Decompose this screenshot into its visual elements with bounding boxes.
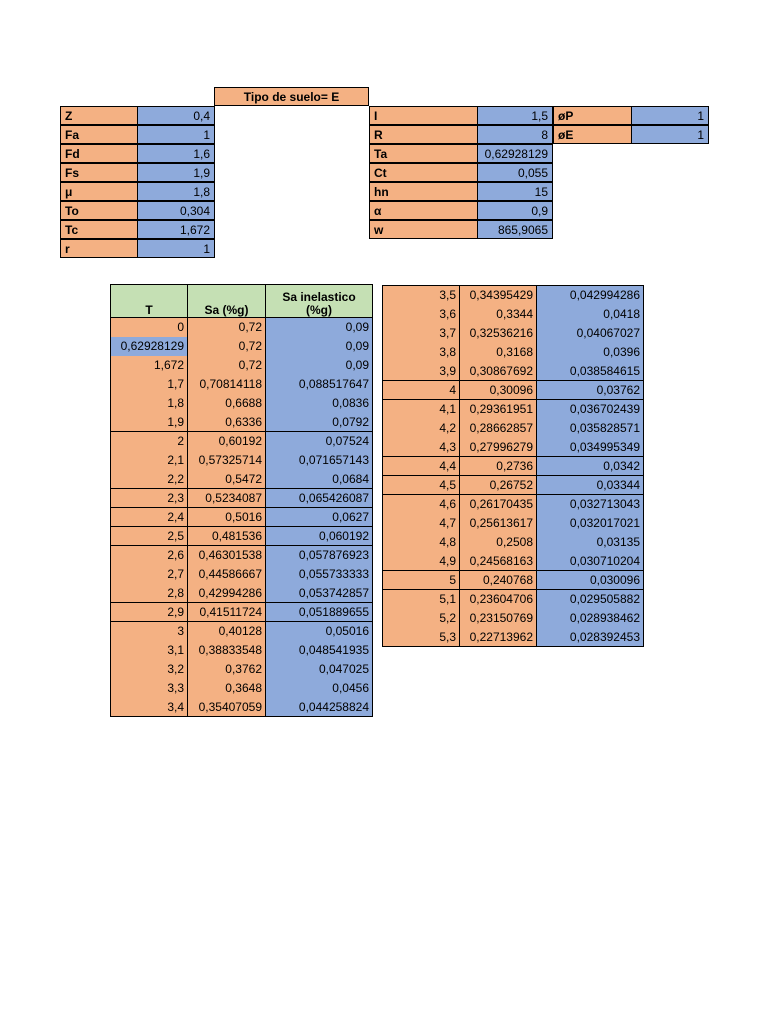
spectrum-row	[383, 628, 644, 647]
sa-cell: 0,27996279	[460, 438, 537, 457]
sa-cell: 0,30096	[460, 381, 537, 400]
sa-cell: 0,23604706	[460, 590, 537, 609]
sa-cell: 0,22713962	[460, 628, 537, 647]
sa-cell: 0,6688	[188, 394, 266, 413]
param-value: 0,62928129	[477, 144, 553, 163]
period-cell: 5,1	[383, 590, 460, 609]
sa-inelastic-cell: 0,036702439	[537, 400, 644, 419]
period-cell: 0	[111, 318, 188, 337]
sa-inelastic-cell: 0,028392453	[537, 628, 644, 647]
sa-cell: 0,3168	[460, 343, 537, 362]
param-label: Fd	[60, 144, 138, 163]
col-header-sa-inelastic: Sa inelastico (%g)	[266, 285, 373, 318]
param-value: 1,9	[137, 163, 215, 182]
spectrum-row	[111, 660, 373, 679]
sa-cell: 0,28662857	[460, 419, 537, 438]
sa-cell: 0,240768	[460, 571, 537, 590]
sa-cell: 0,24568163	[460, 552, 537, 571]
sa-inelastic-cell: 0,042994286	[537, 286, 644, 305]
param-label: Fa	[60, 125, 138, 144]
param-label: Tc	[60, 220, 138, 239]
spectrum-row	[383, 343, 644, 362]
sa-cell: 0,3648	[188, 679, 266, 698]
period-cell: 2,8	[111, 584, 188, 603]
spectrum-row	[383, 324, 644, 343]
period-cell: 3,1	[111, 641, 188, 660]
sa-inelastic-cell: 0,03762	[537, 381, 644, 400]
param-label: Ct	[369, 163, 478, 182]
param-value: 0,9	[477, 201, 553, 220]
sa-cell: 0,5016	[188, 508, 266, 527]
spectrum-row	[111, 508, 373, 527]
period-cell: 4,4	[383, 457, 460, 476]
sa-cell: 0,72	[188, 356, 266, 375]
sa-inelastic-cell: 0,051889655	[266, 603, 373, 622]
param-value: 15	[477, 182, 553, 201]
period-cell: 1,7	[111, 375, 188, 394]
sa-inelastic-cell: 0,0627	[266, 508, 373, 527]
spectrum-row	[111, 527, 373, 546]
param-value: 0,055	[477, 163, 553, 182]
spectrum-row	[111, 413, 373, 432]
sa-cell: 0,26752	[460, 476, 537, 495]
period-cell: 1,8	[111, 394, 188, 413]
spectrum-row	[383, 305, 644, 324]
period-cell: 3,9	[383, 362, 460, 381]
sa-inelastic-cell: 0,048541935	[266, 641, 373, 660]
param-value: 0,304	[137, 201, 215, 220]
period-cell: 4,5	[383, 476, 460, 495]
sa-cell: 0,70814118	[188, 375, 266, 394]
param-value: 1,8	[137, 182, 215, 201]
period-cell: 4,7	[383, 514, 460, 533]
param-value: 1	[137, 239, 215, 258]
period-cell: 1,672	[111, 356, 188, 375]
sa-inelastic-cell: 0,047025	[266, 660, 373, 679]
spectrum-row	[111, 698, 373, 717]
spectrum-row	[383, 438, 644, 457]
param-label: øP	[553, 106, 632, 125]
sa-cell: 0,2508	[460, 533, 537, 552]
sa-inelastic-cell: 0,032017021	[537, 514, 644, 533]
period-cell: 2,6	[111, 546, 188, 565]
period-cell: 3,5	[383, 286, 460, 305]
sa-cell: 0,42994286	[188, 584, 266, 603]
sa-inelastic-cell: 0,057876923	[266, 546, 373, 565]
param-value: 1,672	[137, 220, 215, 239]
period-cell: 5,2	[383, 609, 460, 628]
sa-inelastic-cell: 0,034995349	[537, 438, 644, 457]
param-label: hn	[369, 182, 478, 201]
sa-inelastic-cell: 0,030710204	[537, 552, 644, 571]
sa-inelastic-cell: 0,07524	[266, 432, 373, 451]
sa-cell: 0,481536	[188, 527, 266, 546]
sa-cell: 0,6336	[188, 413, 266, 432]
param-label: α	[369, 201, 478, 220]
sa-cell: 0,72	[188, 337, 266, 356]
sa-cell: 0,3762	[188, 660, 266, 679]
spectrum-row	[111, 356, 373, 375]
sa-inelastic-cell: 0,0684	[266, 470, 373, 489]
param-value: 1	[137, 125, 215, 144]
period-cell: 2,9	[111, 603, 188, 622]
param-value: 1	[631, 106, 709, 125]
param-label: r	[60, 239, 138, 258]
param-label: μ	[60, 182, 138, 201]
param-value: 1	[631, 125, 709, 144]
sa-cell: 0,35407059	[188, 698, 266, 717]
sa-inelastic-cell: 0,028938462	[537, 609, 644, 628]
sa-inelastic-cell: 0,088517647	[266, 375, 373, 394]
spectrum-row	[111, 489, 373, 508]
period-cell: 3	[111, 622, 188, 641]
spectrum-row	[111, 451, 373, 470]
param-label: Ta	[369, 144, 478, 163]
sa-inelastic-cell: 0,09	[266, 337, 373, 356]
param-label: Z	[60, 106, 138, 125]
period-cell: 4,2	[383, 419, 460, 438]
sa-cell: 0,72	[188, 318, 266, 337]
spectrum-row	[111, 546, 373, 565]
period-cell: 4,6	[383, 495, 460, 514]
sa-cell: 0,5472	[188, 470, 266, 489]
sa-inelastic-cell: 0,09	[266, 356, 373, 375]
sa-cell: 0,38833548	[188, 641, 266, 660]
spectrum-row	[383, 514, 644, 533]
sa-inelastic-cell: 0,044258824	[266, 698, 373, 717]
sa-inelastic-cell: 0,053742857	[266, 584, 373, 603]
spectrum-row	[383, 362, 644, 381]
param-value: 8	[477, 125, 553, 144]
sa-cell: 0,34395429	[460, 286, 537, 305]
sa-cell: 0,29361951	[460, 400, 537, 419]
sa-cell: 0,26170435	[460, 495, 537, 514]
sa-inelastic-cell: 0,0836	[266, 394, 373, 413]
spectrum-row	[111, 394, 373, 413]
sa-cell: 0,40128	[188, 622, 266, 641]
spectrum-row	[111, 584, 373, 603]
sa-cell: 0,3344	[460, 305, 537, 324]
sa-cell: 0,5234087	[188, 489, 266, 508]
sa-inelastic-cell: 0,029505882	[537, 590, 644, 609]
spectrum-row	[383, 419, 644, 438]
spectrum-row	[383, 400, 644, 419]
spectrum-row	[383, 381, 644, 400]
param-label: R	[369, 125, 478, 144]
sa-inelastic-cell: 0,035828571	[537, 419, 644, 438]
spectrum-row	[383, 495, 644, 514]
param-label: w	[369, 220, 478, 239]
sa-inelastic-cell: 0,05016	[266, 622, 373, 641]
period-cell: 3,8	[383, 343, 460, 362]
period-cell: 2,7	[111, 565, 188, 584]
period-cell: 4,8	[383, 533, 460, 552]
period-cell: 2,5	[111, 527, 188, 546]
param-label: To	[60, 201, 138, 220]
spectrum-row	[111, 565, 373, 584]
param-value: 1,5	[477, 106, 553, 125]
sa-inelastic-cell: 0,0456	[266, 679, 373, 698]
sa-inelastic-cell: 0,065426087	[266, 489, 373, 508]
sa-inelastic-cell: 0,0792	[266, 413, 373, 432]
sa-cell: 0,46301538	[188, 546, 266, 565]
sa-inelastic-cell: 0,0396	[537, 343, 644, 362]
param-label: I	[369, 106, 478, 125]
sa-cell: 0,41511724	[188, 603, 266, 622]
sa-inelastic-cell: 0,03344	[537, 476, 644, 495]
spectrum-table-right	[382, 285, 644, 647]
spectrum-row	[383, 571, 644, 590]
period-cell: 1,9	[111, 413, 188, 432]
period-cell: 5,3	[383, 628, 460, 647]
sa-inelastic-cell: 0,03135	[537, 533, 644, 552]
period-cell: 2	[111, 432, 188, 451]
sa-cell: 0,25613617	[460, 514, 537, 533]
period-cell: 4,9	[383, 552, 460, 571]
spectrum-table-left	[110, 284, 373, 717]
spectrum-row	[383, 476, 644, 495]
spectrum-row	[383, 590, 644, 609]
param-value: 0,4	[137, 106, 215, 125]
sa-inelastic-cell: 0,0342	[537, 457, 644, 476]
spectrum-row	[383, 552, 644, 571]
period-cell: 5	[383, 571, 460, 590]
period-cell: 3,7	[383, 324, 460, 343]
period-cell: 2,3	[111, 489, 188, 508]
sa-inelastic-cell: 0,038584615	[537, 362, 644, 381]
period-cell: 2,4	[111, 508, 188, 527]
spectrum-row	[383, 609, 644, 628]
spectrum-row	[111, 603, 373, 622]
sa-inelastic-cell: 0,0418	[537, 305, 644, 324]
spectrum-row	[383, 286, 644, 305]
spectrum-row	[111, 337, 373, 356]
spectrum-row	[111, 432, 373, 451]
period-cell: 4,1	[383, 400, 460, 419]
soil-type-title: Tipo de suelo= E	[214, 87, 369, 106]
sa-inelastic-cell: 0,09	[266, 318, 373, 337]
period-cell: 4	[383, 381, 460, 400]
period-cell: 3,3	[111, 679, 188, 698]
period-cell: 3,4	[111, 698, 188, 717]
param-label: Fs	[60, 163, 138, 182]
sa-inelastic-cell: 0,055733333	[266, 565, 373, 584]
sa-cell: 0,23150769	[460, 609, 537, 628]
sa-inelastic-cell: 0,060192	[266, 527, 373, 546]
period-cell: 3,6	[383, 305, 460, 324]
param-value: 1,6	[137, 144, 215, 163]
spectrum-row	[111, 622, 373, 641]
sa-inelastic-cell: 0,04067027	[537, 324, 644, 343]
spectrum-row	[383, 533, 644, 552]
sa-cell: 0,2736	[460, 457, 537, 476]
sa-cell: 0,57325714	[188, 451, 266, 470]
period-cell: 4,3	[383, 438, 460, 457]
spectrum-row	[111, 318, 373, 337]
param-label: øE	[553, 125, 632, 144]
sa-inelastic-cell: 0,030096	[537, 571, 644, 590]
col-header-sa: Sa (%g)	[188, 285, 266, 318]
sa-cell: 0,60192	[188, 432, 266, 451]
col-header-t: T	[111, 285, 188, 318]
sa-cell: 0,30867692	[460, 362, 537, 381]
period-cell: 0,62928129	[111, 337, 188, 356]
spectrum-row	[111, 679, 373, 698]
period-cell: 2,2	[111, 470, 188, 489]
spectrum-row	[111, 641, 373, 660]
sa-inelastic-cell: 0,071657143	[266, 451, 373, 470]
sa-inelastic-cell: 0,032713043	[537, 495, 644, 514]
period-cell: 2,1	[111, 451, 188, 470]
spectrum-row	[111, 375, 373, 394]
spectrum-row	[111, 470, 373, 489]
param-value: 865,9065	[477, 220, 553, 239]
sa-cell: 0,32536216	[460, 324, 537, 343]
period-cell: 3,2	[111, 660, 188, 679]
spectrum-row	[383, 457, 644, 476]
sa-cell: 0,44586667	[188, 565, 266, 584]
